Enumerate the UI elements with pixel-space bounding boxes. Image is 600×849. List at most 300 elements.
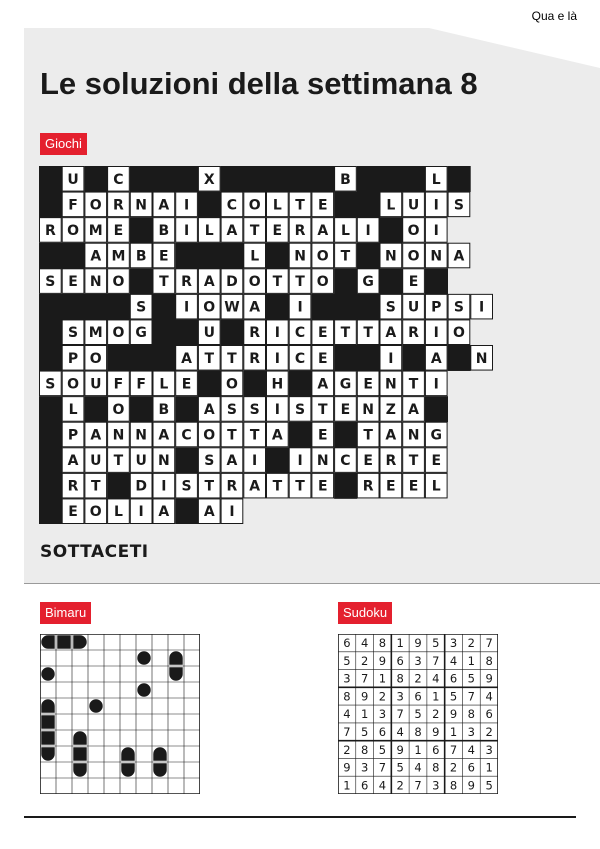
crossword-black-cell <box>311 294 334 320</box>
sudoku-digit: 8 <box>449 778 458 793</box>
sudoku-label: Sudoku <box>338 602 392 624</box>
sudoku-digit: 3 <box>396 689 404 704</box>
sudoku-digit: 3 <box>343 671 351 686</box>
crossword-letter: N <box>407 427 420 444</box>
sudoku-digit: 7 <box>467 689 475 704</box>
crossword-letter: G <box>362 274 374 291</box>
crossword-letter: N <box>89 274 102 291</box>
crossword-letter: P <box>67 427 79 444</box>
crossword-black-cell <box>380 166 403 192</box>
crossword-black-cell <box>39 294 62 320</box>
crossword-black-cell <box>198 371 221 397</box>
bimaru-ship-segment <box>73 635 86 648</box>
sudoku-digit: 6 <box>343 636 351 651</box>
crossword-black-cell <box>39 447 62 473</box>
crossword-letter: W <box>224 299 240 316</box>
sudoku-digit: 1 <box>378 671 387 686</box>
bimaru-ship-segment <box>153 747 166 760</box>
sudoku-digit: 1 <box>396 636 404 651</box>
crossword-black-cell <box>334 268 357 294</box>
sudoku-digit: 4 <box>449 653 458 668</box>
crossword-letter: U <box>203 325 215 342</box>
crossword-black-cell <box>130 396 153 422</box>
sudoku-digit: 4 <box>343 707 351 722</box>
crossword-letter: I <box>183 222 190 239</box>
crossword-black-cell <box>402 166 425 192</box>
crossword-letter: A <box>158 197 170 214</box>
crossword-letter: T <box>408 376 419 393</box>
crossword-letter: S <box>453 197 464 214</box>
crossword-letter: C <box>181 427 192 444</box>
crossword-black-cell <box>84 396 107 422</box>
crossword-label: Giochi <box>40 133 87 155</box>
crossword-letter: I <box>479 299 485 316</box>
crossword-black-cell <box>380 268 403 294</box>
crossword-letter: T <box>272 478 283 495</box>
crossword-letter: R <box>226 478 238 495</box>
crossword-black-cell <box>334 473 357 499</box>
crossword-letter: L <box>272 197 282 214</box>
crossword-black-cell <box>107 473 130 499</box>
crossword-letter: E <box>408 478 419 495</box>
crossword-letter: T <box>363 325 373 342</box>
crossword-letter: E <box>317 197 328 214</box>
crossword-black-cell <box>425 268 448 294</box>
crossword-letter: F <box>113 376 124 393</box>
crossword-black-cell <box>39 473 62 499</box>
crossword-black-cell <box>243 166 266 192</box>
bimaru-ship-segment <box>153 763 166 776</box>
sudoku-digit: 9 <box>449 707 458 722</box>
crossword-letter: R <box>67 478 79 495</box>
crossword-black-cell <box>107 294 130 320</box>
crossword-letter: I <box>229 504 235 521</box>
bimaru-ship-segment <box>41 699 54 712</box>
crossword-letter: O <box>316 248 329 265</box>
crossword-letter: L <box>113 504 123 521</box>
crossword-grid <box>39 166 493 524</box>
crossword-black-cell <box>380 217 403 243</box>
sudoku-digit: 2 <box>485 724 493 739</box>
crossword-letter: U <box>90 376 102 393</box>
crossword-black-cell <box>39 243 62 269</box>
sudoku-digit: 2 <box>449 760 458 775</box>
sudoku-digit: 3 <box>467 724 475 739</box>
crossword-letter: E <box>340 401 351 418</box>
sudoku-digit: 4 <box>485 689 493 704</box>
crossword-letter: E <box>68 274 78 291</box>
bimaru-ship-segment <box>41 747 54 760</box>
crossword-letter: O <box>407 222 420 239</box>
bimaru-svg <box>40 634 200 794</box>
page-title: Le soluzioni della settimana 8 <box>40 66 478 101</box>
sudoku-digit: 4 <box>361 636 369 651</box>
crossword-black-cell <box>175 319 198 345</box>
bimaru-ship-segment <box>41 731 54 744</box>
crossword-letter: T <box>204 350 215 367</box>
crossword-letter: E <box>181 376 192 393</box>
crossword-letter: A <box>158 504 170 521</box>
crossword-letter: L <box>431 171 441 188</box>
crossword-letter: O <box>225 376 238 393</box>
crossword-letter: A <box>453 248 465 265</box>
crossword-letter: T <box>159 274 169 291</box>
bimaru-ship-segment <box>121 763 134 776</box>
crossword-letter: C <box>113 171 124 188</box>
crossword-letter: O <box>67 222 80 239</box>
crossword-letter: S <box>136 299 147 316</box>
sudoku-digit: 7 <box>449 742 458 757</box>
sudoku-digit: 9 <box>396 742 404 757</box>
crossword-letter: O <box>112 274 125 291</box>
sudoku-digit: 6 <box>467 760 475 775</box>
crossword-letter: A <box>317 376 329 393</box>
crossword-black-cell <box>402 345 425 371</box>
crossword-letter: T <box>249 222 260 239</box>
sudoku-digit: 2 <box>414 671 422 686</box>
crossword-letter: B <box>135 248 147 265</box>
sudoku-digit: 7 <box>396 707 404 722</box>
crossword-letter: S <box>226 401 237 418</box>
bottom-rule <box>24 816 576 818</box>
crossword-black-cell <box>357 345 380 371</box>
crossword-black-cell <box>39 166 62 192</box>
sudoku-digit: 4 <box>378 778 387 793</box>
crossword-black-cell <box>221 319 244 345</box>
crossword-black-cell <box>175 243 198 269</box>
crossword-black-cell <box>357 192 380 218</box>
crossword-letter: O <box>316 274 329 291</box>
sudoku-digit: 5 <box>432 636 440 651</box>
crossword-letter: D <box>226 274 238 291</box>
crossword-letter: U <box>407 299 420 316</box>
bimaru-ship-segment <box>57 635 70 648</box>
crossword-letter: I <box>183 299 190 316</box>
sudoku-digit: 2 <box>432 707 440 722</box>
sudoku-digit: 2 <box>396 778 404 793</box>
crossword-letter: N <box>294 248 306 265</box>
sudoku-digit: 5 <box>414 707 422 722</box>
crossword-letter: T <box>272 274 283 291</box>
sudoku-digit: 6 <box>432 742 440 757</box>
crossword-letter: S <box>385 299 396 316</box>
crossword-black-cell <box>311 166 334 192</box>
bimaru-ship-segment <box>121 747 134 760</box>
crossword-letter: A <box>385 427 397 444</box>
sudoku-digit: 8 <box>378 636 387 651</box>
crossword-letter: I <box>433 222 439 239</box>
crossword-letter: I <box>274 325 280 342</box>
crossword-letter: S <box>204 453 215 470</box>
crossword-black-cell <box>448 166 471 192</box>
crossword-black-cell <box>39 345 62 371</box>
sudoku-digit: 1 <box>449 724 458 739</box>
sudoku-digit: 2 <box>343 742 351 757</box>
crossword-black-cell <box>175 396 198 422</box>
crossword-letter: A <box>408 401 419 418</box>
crossword-letter: I <box>433 376 439 393</box>
bimaru-label: Bimaru <box>40 602 91 624</box>
crossword-letter: T <box>295 478 305 495</box>
crossword-black-cell <box>130 166 153 192</box>
crossword-letter: A <box>317 222 329 239</box>
crossword-letter: A <box>90 248 102 265</box>
bimaru-ship-segment <box>169 651 182 664</box>
crossword-letter: I <box>274 350 280 367</box>
sudoku-digit: 3 <box>432 778 440 793</box>
bimaru-ship-segment <box>137 651 150 664</box>
crossword-letter: A <box>203 504 215 521</box>
crossword-letter: G <box>135 325 147 342</box>
crossword-letter: I <box>388 350 394 367</box>
sudoku-digit: 9 <box>414 636 422 651</box>
sudoku-digit: 7 <box>432 653 440 668</box>
crossword-letter: L <box>431 478 441 495</box>
crossword-black-cell <box>39 498 62 524</box>
sudoku-digit: 3 <box>414 653 422 668</box>
crossword-letter: L <box>68 401 78 418</box>
crossword-letter: I <box>183 197 190 214</box>
crossword-black-cell <box>153 166 176 192</box>
crossword-letter: R <box>294 222 306 239</box>
sudoku-grid <box>338 634 498 794</box>
crossword-letter: A <box>226 222 238 239</box>
sudoku-digit: 7 <box>378 760 387 775</box>
crossword-letter: I <box>274 401 280 418</box>
sudoku-digit: 1 <box>343 778 351 793</box>
crossword-letter: S <box>295 401 306 418</box>
sudoku-digit: 3 <box>485 742 493 757</box>
crossword-letter: T <box>204 478 215 495</box>
crossword-letter: P <box>431 299 442 316</box>
sudoku-digit: 5 <box>485 778 493 793</box>
crossword-black-cell <box>84 294 107 320</box>
crossword-letter: O <box>452 325 465 342</box>
crossword-black-cell <box>243 371 266 397</box>
sudoku-digit: 2 <box>361 653 369 668</box>
crossword-letter: T <box>408 453 419 470</box>
crossword-black-cell <box>334 422 357 448</box>
crossword-letter: L <box>386 197 396 214</box>
bimaru-ship-segment <box>73 763 86 776</box>
sudoku-digit: 8 <box>467 707 475 722</box>
crossword-black-cell <box>153 319 176 345</box>
sudoku-digit: 3 <box>378 707 387 722</box>
crossword-letter: A <box>226 453 238 470</box>
crossword-letter: R <box>249 350 261 367</box>
crossword-letter: N <box>362 401 375 418</box>
sudoku-digit: 6 <box>378 724 387 739</box>
crossword-letter: G <box>430 427 442 444</box>
sudoku-svg <box>338 634 498 794</box>
crossword-letter: E <box>272 222 283 239</box>
crossword-black-cell <box>84 166 107 192</box>
crossword-letter: O <box>248 197 261 214</box>
crossword-letter: B <box>340 171 351 188</box>
crossword-letter: T <box>249 427 260 444</box>
sudoku-digit: 5 <box>449 689 458 704</box>
section-tag: Qua e là <box>531 9 577 23</box>
crossword-letter: N <box>135 427 148 444</box>
sudoku-digit: 9 <box>467 778 475 793</box>
crossword-letter: T <box>295 274 305 291</box>
crossword-solution: SOTTACETI <box>40 542 149 562</box>
sudoku-digit: 7 <box>361 671 369 686</box>
crossword-letter: S <box>68 325 79 342</box>
bimaru-ship-segment <box>89 699 102 712</box>
crossword-letter: O <box>112 325 125 342</box>
crossword-letter: E <box>159 248 169 265</box>
crossword-black-cell <box>221 166 244 192</box>
crossword-letter: M <box>111 248 126 265</box>
crossword-black-cell <box>266 166 289 192</box>
crossword-letter: U <box>135 453 147 470</box>
crossword-letter: S <box>249 401 260 418</box>
sudoku-digit: 6 <box>449 671 458 686</box>
crossword-letter: E <box>68 504 78 521</box>
sudoku-digit: 6 <box>361 778 369 793</box>
crossword-black-cell <box>357 166 380 192</box>
crossword-letter: T <box>317 401 328 418</box>
sudoku-digit: 9 <box>378 653 387 668</box>
crossword-letter: I <box>297 299 303 316</box>
crossword-letter: E <box>113 222 124 239</box>
sudoku-digit: 2 <box>378 689 387 704</box>
crossword-letter: L <box>340 222 350 239</box>
bimaru-ship-segment <box>73 747 86 760</box>
crossword-black-cell <box>357 294 380 320</box>
sudoku-digit: 2 <box>467 636 475 651</box>
crossword-black-cell <box>62 243 85 269</box>
crossword-black-cell <box>289 422 312 448</box>
crossword-letter: E <box>363 376 373 393</box>
crossword-letter: A <box>67 453 79 470</box>
sudoku-digit: 4 <box>432 671 440 686</box>
bimaru-ship-segment <box>169 667 182 680</box>
crossword-letter: D <box>135 478 147 495</box>
crossword-letter: N <box>112 427 125 444</box>
crossword-black-cell <box>221 243 244 269</box>
sudoku-digit: 5 <box>361 724 369 739</box>
crossword-letter: N <box>384 248 397 265</box>
crossword-black-cell <box>130 217 153 243</box>
sudoku-digit: 5 <box>343 653 351 668</box>
crossword-letter: T <box>227 427 237 444</box>
sudoku-digit: 8 <box>396 671 404 686</box>
sudoku-digit: 4 <box>467 742 475 757</box>
crossword-letter: C <box>226 197 238 214</box>
crossword-letter: N <box>475 350 488 367</box>
crossword-letter: P <box>67 350 79 367</box>
crossword-black-cell <box>130 268 153 294</box>
crossword-letter: B <box>158 222 170 239</box>
crossword-letter: R <box>44 222 56 239</box>
crossword-black-cell <box>153 294 176 320</box>
crossword-black-cell <box>266 294 289 320</box>
crossword-letter: E <box>317 325 328 342</box>
crossword-letter: A <box>158 427 170 444</box>
sudoku-digit: 8 <box>361 742 369 757</box>
crossword-letter: A <box>90 427 102 444</box>
crossword-letter: C <box>294 350 306 367</box>
crossword-black-cell <box>448 345 471 371</box>
crossword-letter: O <box>89 350 102 367</box>
sudoku-digit: 9 <box>343 760 351 775</box>
crossword-letter: A <box>181 350 192 367</box>
crossword-black-cell <box>289 166 312 192</box>
crossword-letter: T <box>295 197 305 214</box>
crossword-letter: O <box>407 248 420 265</box>
crossword-black-cell <box>39 192 62 218</box>
crossword-letter: E <box>363 453 373 470</box>
sudoku-digit: 1 <box>432 689 440 704</box>
sudoku-digit: 6 <box>485 707 493 722</box>
crossword-letter: S <box>45 274 56 291</box>
sudoku-digit: 8 <box>414 724 422 739</box>
sudoku-digit: 3 <box>449 636 458 651</box>
bimaru-ship-segment <box>41 715 54 728</box>
crossword-letter: I <box>297 453 303 470</box>
sudoku-digit: 7 <box>343 724 351 739</box>
crossword-letter: T <box>227 350 237 367</box>
crossword-letter: C <box>294 325 306 342</box>
crossword-letter: T <box>340 325 351 342</box>
crossword-black-cell <box>198 243 221 269</box>
crossword-black-cell <box>107 345 130 371</box>
sudoku-digit: 8 <box>343 689 351 704</box>
crossword-letter: A <box>249 299 261 316</box>
crossword-letter: E <box>317 478 328 495</box>
crossword-letter: E <box>431 453 442 470</box>
crossword-letter: X <box>203 171 215 188</box>
crossword-letter: H <box>271 376 284 393</box>
bimaru-ship-segment <box>137 683 150 696</box>
sudoku-digit: 5 <box>467 671 475 686</box>
crossword-letter: F <box>68 197 78 214</box>
crossword-letter: T <box>90 478 101 495</box>
crossword-letter: L <box>250 248 260 265</box>
sudoku-digit: 5 <box>378 742 387 757</box>
crossword-black-cell <box>289 371 312 397</box>
crossword-letter: I <box>161 478 167 495</box>
section-divider <box>24 583 600 584</box>
crossword-letter: A <box>203 274 215 291</box>
crossword-letter: O <box>67 376 80 393</box>
crossword-letter: S <box>181 478 192 495</box>
crossword-black-cell <box>334 294 357 320</box>
crossword-letter: L <box>159 376 169 393</box>
crossword-letter: F <box>136 376 146 393</box>
crossword-letter: L <box>204 222 214 239</box>
crossword-letter: I <box>252 453 258 470</box>
crossword-letter: S <box>45 376 56 393</box>
sudoku-digit: 4 <box>396 724 404 739</box>
crossword-black-cell <box>39 319 62 345</box>
crossword-letter: T <box>113 453 124 470</box>
crossword-letter: N <box>135 197 148 214</box>
crossword-letter: M <box>88 222 103 239</box>
crossword-letter: I <box>433 197 439 214</box>
crossword-letter: O <box>89 197 102 214</box>
sudoku-digit: 7 <box>414 778 422 793</box>
crossword-letter: O <box>248 274 261 291</box>
sudoku-digit: 1 <box>361 707 369 722</box>
crossword-letter: R <box>113 197 124 214</box>
crossword-letter: R <box>181 274 192 291</box>
crossword-black-cell <box>357 243 380 269</box>
crossword-letter: C <box>340 453 351 470</box>
crossword-black-cell <box>266 243 289 269</box>
